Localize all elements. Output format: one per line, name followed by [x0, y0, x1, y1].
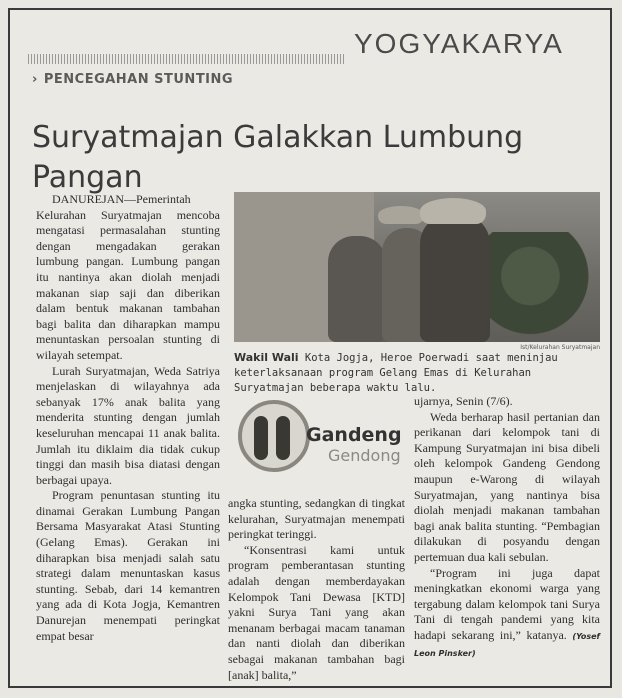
paragraph: ujarnya, Senin (7/6). — [414, 394, 513, 408]
news-clipping — [8, 8, 612, 688]
logo-word-1: Gandeng — [306, 424, 402, 446]
article-column-3 — [414, 394, 600, 661]
paragraph: Lurah Suryatmajan, Weda Satriya menjelaskan di wilayahnya ada sebanyak 17% anak balita yang menderita stunting dengan jumlah keseluruhan mencapai 11 anak balita. Jumlah itu diklaim dia tidak cukup tinggi dan masih bisa diatasi dengan berbagai upaya. — [36, 363, 220, 487]
paragraph: angka stunting, sedangkan di tingkat kelurahan, Suryatmajan menempati peringkat teringgi. — [228, 496, 405, 542]
caption-text: Kota Jogja, Heroe Poerwadi saat meninjau keterlaksanaan program Gelang Emas di Kelurahan Suryatmajan beberapa waktu lalu. — [234, 352, 558, 394]
chevron-right-icon: › — [32, 72, 38, 87]
photo-credit: Ist/Kelurahan Suryatmajan — [520, 344, 600, 351]
byline: (Yosef Leon Pinsker) — [414, 631, 601, 658]
gandeng-gendong-logo — [232, 398, 408, 488]
logo-emblem-icon — [238, 400, 310, 472]
paragraph: Program penuntasan stunting itu dinamai Gerakan Lumbung Pangan Bersama Masyarakat Atasi Stunting (Gelang Emas). Gerakan ini diharapkan bisa menjadi salah satu strategi dalam menuntaskan kasus stunting. Sebab, dari 14 kemantren yang ada di Kota Jogja, Kemantren Danurejan menempati peringkat empat besar — [36, 488, 220, 643]
paragraph-text: “Program ini juga dapat meningkatkan ekonomi warga yang tergabung dalam kelompok tani Surya Tani di tengah pandemi yang kita hadapi sekarang ini,” katanya. — [414, 565, 600, 642]
paragraph — [414, 566, 600, 662]
paragraph: DANUREJAN—Pemerintah Kelurahan Suryatmajan mencoba mengatasi permasalahan stunting dengan mengadakan gerakan lumbung pangan. Lumbung pangan itu nantinya akan diolah menjadi makanan siap saji dan diberikan dalam bentuk makanan tambahan bagi balita dan diharapkan mampu menuntaskan persoalan stunting di wilayah setempat. — [36, 192, 220, 362]
article-photo — [234, 192, 600, 342]
caption-lead: Wakil Wali — [234, 351, 299, 364]
header-rule — [28, 54, 346, 64]
paragraph: “Konsentrasi kami untuk program pemberantasan stunting adalah dengan memberdayakan Kelompok Tani Dewasa [KTD] yakni Surya Tani yang akan menanam berbagai macam tanaman dan nanti diolah dan diberikan sebagai makanan tambahan bagi [anak] balita,” — [228, 542, 405, 682]
kicker — [32, 72, 233, 87]
article-column-2 — [228, 496, 405, 683]
article-column-1 — [36, 192, 220, 644]
headline: Suryatmajan Galakkan Lumbung Pangan — [32, 120, 524, 196]
logo-word-2: Gendong — [328, 446, 401, 465]
section-name: YOGYAKARYA — [354, 28, 564, 59]
kicker-label: PENCEGAHAN STUNTING — [43, 72, 234, 87]
photo-caption — [234, 350, 600, 396]
paragraph: Weda berharap hasil pertanian dan perikanan dari kelompok tani di Kampung Suryatmajan ini bisa dibeli oleh kelompok Gandeng Gendong maupun e-Warong di wilayah Suryatmajan, yang nantinya bisa diolah menjadi makanan tambahan bagi anak balita stunting. “Pembagian dilakukan di posyandu dengan pertemuan dua kali sebulan. — [414, 409, 600, 564]
